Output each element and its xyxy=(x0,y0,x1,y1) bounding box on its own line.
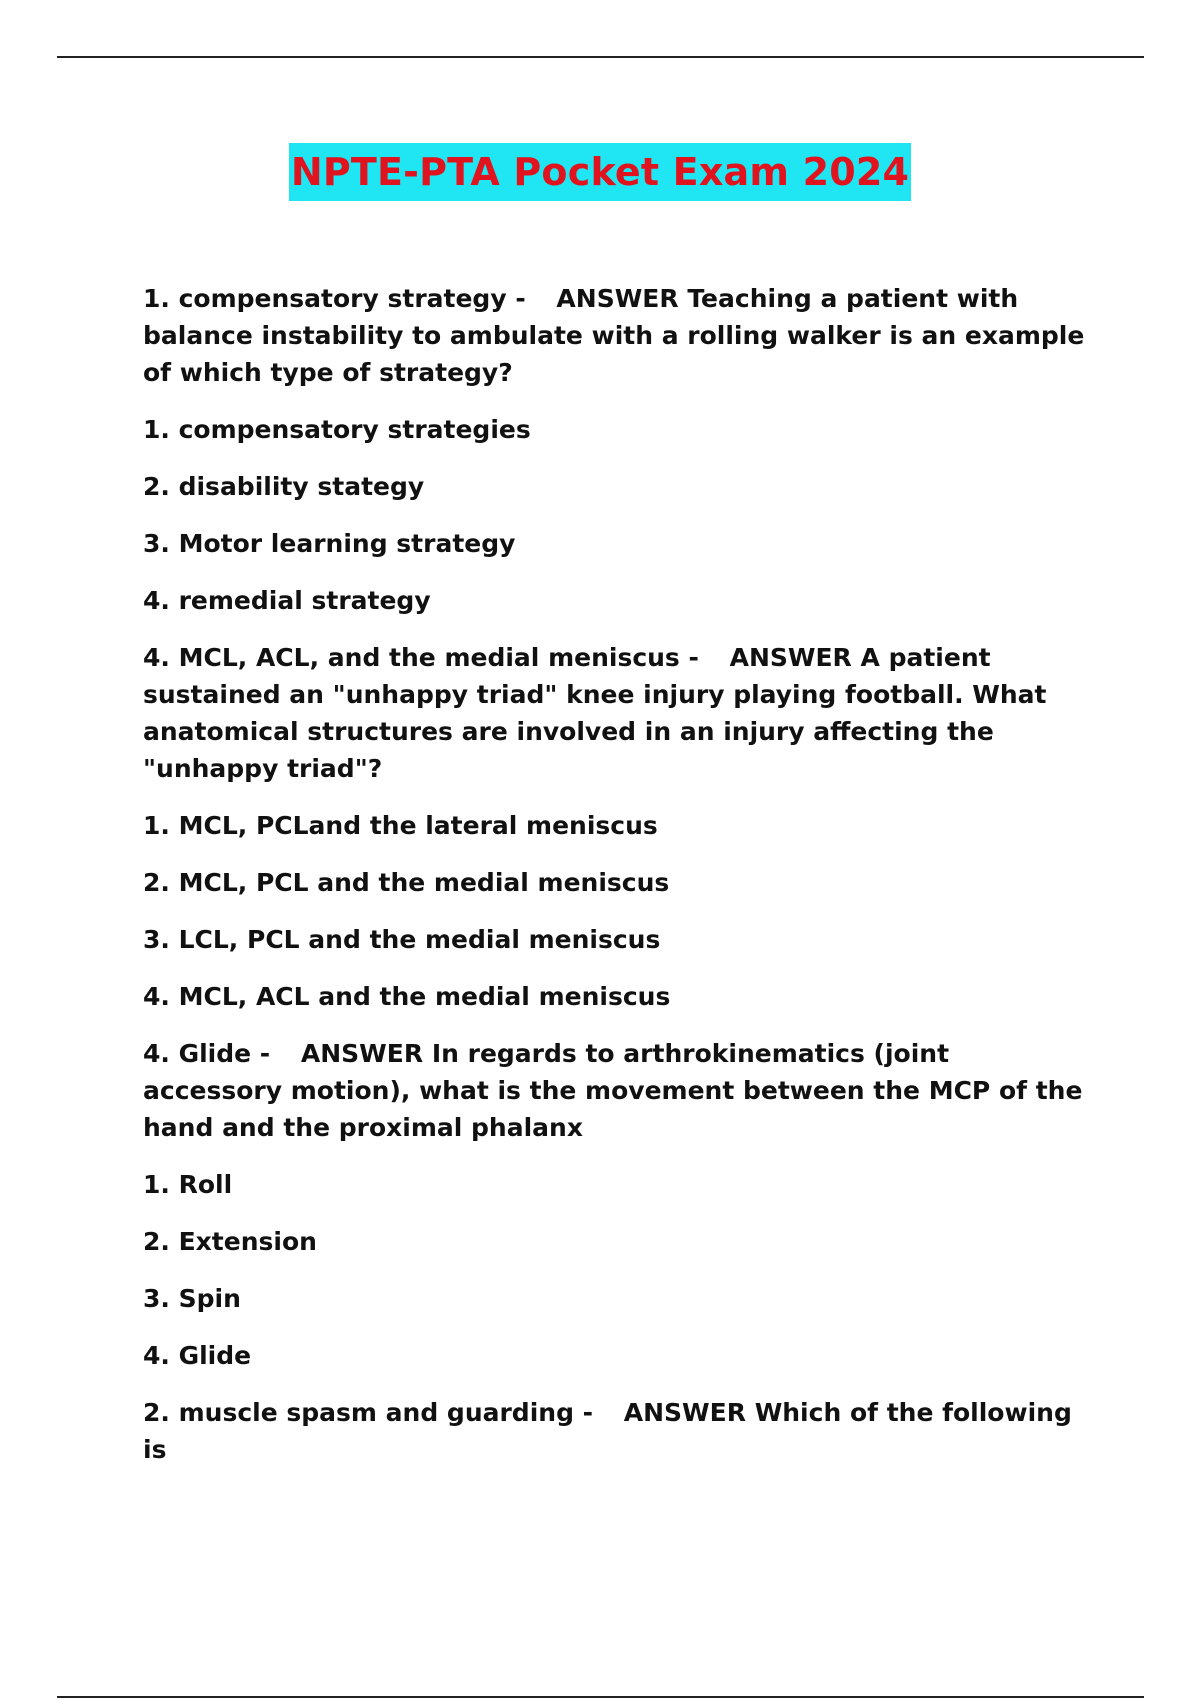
option-item: 3. LCL, PCL and the medial meniscus xyxy=(143,925,661,954)
option-item: 1. compensatory strategies xyxy=(143,415,531,444)
answer-text: 4. Glide - xyxy=(143,1039,271,1068)
question-text: Which of the following is xyxy=(143,1398,1072,1464)
answer-label: ANSWER xyxy=(300,1039,424,1068)
answer-text: 4. MCL, ACL, and the medial meniscus - xyxy=(143,643,699,672)
document-title: NPTE-PTA Pocket Exam 2024 xyxy=(289,143,911,201)
question-item xyxy=(143,1035,1093,1146)
question-text: A patient sustained an "unhappy triad" knee injury playing football. What anatomical structures are involved in an injury affecting the "unhappy triad"? xyxy=(143,643,1047,783)
option-item: 1. Roll xyxy=(143,1170,233,1199)
question-item xyxy=(143,639,1093,787)
option-item: 4. Glide xyxy=(143,1341,252,1370)
option-item: 2. MCL, PCL and the medial meniscus xyxy=(143,868,670,897)
top-divider xyxy=(57,56,1144,58)
question-item xyxy=(143,280,1093,391)
option-item: 3. Motor learning strategy xyxy=(143,529,516,558)
title-container xyxy=(0,143,1200,201)
document-body xyxy=(143,280,1093,1488)
answer-label: ANSWER xyxy=(729,643,852,672)
answer-label: ANSWER xyxy=(623,1398,746,1427)
answer-label: ANSWER xyxy=(556,284,679,313)
option-item: 4. remedial strategy xyxy=(143,586,431,615)
question-item xyxy=(143,1394,1093,1468)
option-item: 2. disability stategy xyxy=(143,472,425,501)
question-text: In regards to arthrokinematics (joint accessory motion), what is the movement between the MCP of the hand and the proximal phalanx xyxy=(143,1039,1083,1142)
answer-text: 1. compensatory strategy - xyxy=(143,284,526,313)
option-item: 1. MCL, PCLand the lateral meniscus xyxy=(143,811,658,840)
question-text: Teaching a patient with balance instability to ambulate with a rolling walker is an example of which type of strategy? xyxy=(143,284,1085,387)
answer-text: 2. muscle spasm and guarding - xyxy=(143,1398,594,1427)
option-item: 2. Extension xyxy=(143,1227,317,1256)
option-item: 3. Spin xyxy=(143,1284,241,1313)
option-item: 4. MCL, ACL and the medial meniscus xyxy=(143,982,671,1011)
bottom-divider xyxy=(57,1696,1144,1698)
